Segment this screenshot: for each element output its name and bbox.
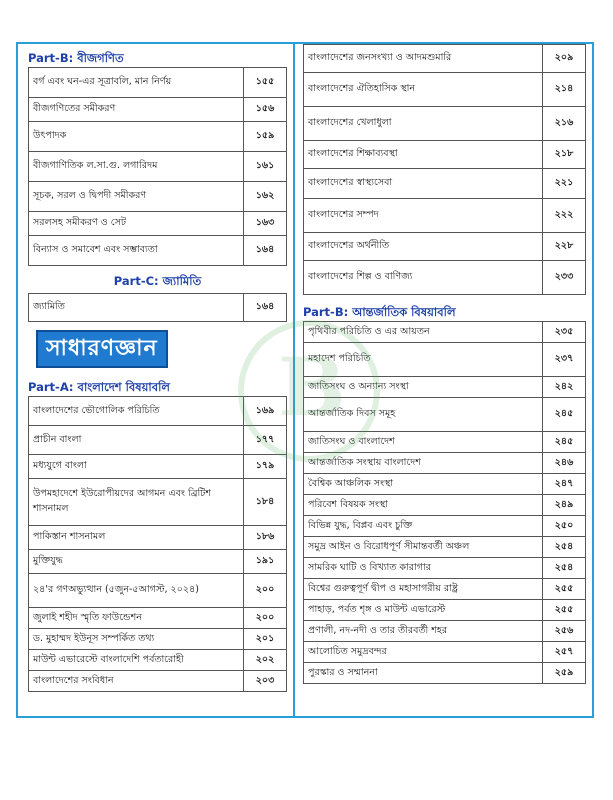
toc-entry-page: ১৬৯ — [244, 397, 287, 426]
toc-entry-title: পাহাড়, পর্বত শৃঙ্গ ও মাউন্ট এভারেস্ট — [304, 600, 543, 621]
toc-entry-title: বাংলাদেশের সংবিধান — [29, 671, 244, 692]
toc-row — [304, 579, 586, 600]
toc-entry-title: বর্গ এবং ঘন-এর সূত্রাবলি, মান নির্ণয় — [29, 68, 244, 98]
toc-entry-title: বাংলাদেশের সম্পদ — [304, 199, 543, 233]
toc-row — [304, 233, 586, 261]
toc-entry-title: বীজগণিতের সমীকরণ — [29, 98, 244, 122]
toc-entry-page: ২২১ — [543, 169, 586, 199]
toc-row — [29, 550, 287, 574]
toc-row — [304, 621, 586, 642]
toc-row — [29, 152, 287, 182]
toc-entry-title: সমুদ্র আইন ও বিরোধপূর্ণ সীমান্তবর্তী অঞ্চল — [304, 537, 543, 558]
toc-row — [29, 98, 287, 122]
toc-entry-page: ২৫৫ — [543, 600, 586, 621]
toc-entry-page: ২২৮ — [543, 233, 586, 261]
toc-entry-title: বাংলাদেশের ভৌগোলিক পরিচিতি — [29, 397, 244, 426]
toc-row — [304, 45, 586, 73]
toc-entry-page: ১৬২ — [244, 182, 287, 212]
general-knowledge-banner: সাধারণজ্ঞান — [36, 330, 168, 368]
toc-entry-title: পরিবেশ বিষয়ক সংস্থা — [304, 495, 543, 516]
toc-row — [304, 261, 586, 295]
toc-entry-title: পাকিস্তান শাসনামল — [29, 526, 244, 550]
toc-entry-title: বাংলাদেশের স্বাস্থ্যসেবা — [304, 169, 543, 199]
toc-row — [29, 68, 287, 98]
toc-entry-title: পৃথিবীর পরিচিতি ও এর আয়তন — [304, 322, 543, 343]
toc-entry-page: ২৫০ — [543, 516, 586, 537]
toc-entry-page: ২২২ — [543, 199, 586, 233]
toc-entry-title: প্রাচীন বাংলা — [29, 426, 244, 455]
toc-entry-title: মাউন্ট এভারেস্টে বাংলাদেশি পর্বতারোহী — [29, 650, 244, 671]
toc-entry-title: মহাদেশ পরিচিতি — [304, 343, 543, 377]
toc-entry-title: সূচক, সরল ও দ্বিপদী সমীকরণ — [29, 182, 244, 212]
toc-entry-page: ১৮৪ — [244, 479, 287, 526]
toc-entry-page: ২৫৭ — [543, 642, 586, 663]
toc-entry-page: ২০০ — [244, 608, 287, 629]
toc-row — [304, 453, 586, 474]
toc-entry-page: ২৩৫ — [543, 322, 586, 343]
right-column — [293, 44, 592, 716]
toc-row — [304, 432, 586, 453]
toc-entry-page: ২৪৯ — [543, 495, 586, 516]
toc-entry-page: ২০১ — [244, 629, 287, 650]
section-heading-international: Part-B: আন্তর্জাতিক বিষয়াবলি — [303, 305, 456, 319]
toc-row — [29, 122, 287, 152]
international-table — [303, 321, 586, 684]
toc-entry-title: জাতিসংঘ ও অন্যান্য সংস্থা — [304, 377, 543, 398]
toc-entry-title: সরলসহ সমীকরণ ও সেট — [29, 212, 244, 236]
toc-entry-page: ১৬১ — [244, 152, 287, 182]
toc-entry-title: সামরিক ঘাটি ও বিখ্যাত কারাগার — [304, 558, 543, 579]
bangladesh-continued-table — [303, 44, 586, 295]
toc-row — [304, 663, 586, 684]
toc-entry-title: বাংলাদেশের জনসংখ্যা ও আদমশুমারি — [304, 45, 543, 73]
toc-row — [29, 294, 287, 322]
toc-entry-title: উপমহাদেশে ইউরোপীয়দের আগমন এবং ব্রিটিশ শাসনামল — [29, 479, 244, 526]
toc-entry-page: ১৬৪ — [244, 294, 287, 322]
toc-entry-title: মুক্তিযুদ্ধ — [29, 550, 244, 574]
toc-row — [29, 671, 287, 692]
toc-entry-title: জুলাই শহীদ স্মৃতি ফাউন্ডেশন — [29, 608, 244, 629]
toc-entry-title: বিভিন্ন যুদ্ধ, বিপ্লব এবং চুক্তি — [304, 516, 543, 537]
toc-row — [29, 455, 287, 479]
toc-entry-page: ২৪৭ — [543, 474, 586, 495]
toc-entry-page: ২৪৫ — [543, 432, 586, 453]
toc-entry-page: ১৮৬ — [244, 526, 287, 550]
toc-row — [29, 629, 287, 650]
toc-entry-title: বাংলাদেশের খেলাধুলা — [304, 107, 543, 141]
toc-entry-title: জাতিসংঘ ও বাংলাদেশ — [304, 432, 543, 453]
toc-row — [29, 574, 287, 608]
toc-row — [29, 479, 287, 526]
toc-entry-page: ১৫৯ — [244, 122, 287, 152]
toc-row — [304, 141, 586, 169]
toc-entry-title: মধ্যযুগে বাংলা — [29, 455, 244, 479]
toc-entry-page: ২০০ — [244, 574, 287, 608]
toc-row — [304, 199, 586, 233]
toc-row — [29, 526, 287, 550]
toc-entry-title: ২৪'র গণঅভ্যুত্থান (৫জুন-৫আগস্ট, ২০২৪) — [29, 574, 244, 608]
toc-entry-page: ১৬৪ — [244, 236, 287, 266]
toc-entry-page: ১৬৩ — [244, 212, 287, 236]
section-heading-bangladesh: Part-A: বাংলাদেশ বিষয়াবলি — [28, 380, 170, 394]
toc-entry-title: বিশ্বের গুরুত্বপূর্ণ দ্বীপ ও মহাসাগরীয় রাষ্ট্র — [304, 579, 543, 600]
toc-entry-page: ২৪২ — [543, 377, 586, 398]
toc-entry-title: বিন্যাস ও সমাবেশ এবং সম্ভাব্যতা — [29, 236, 244, 266]
toc-row — [29, 212, 287, 236]
toc-row — [29, 182, 287, 212]
toc-entry-title: পুরস্কার ও সম্মাননা — [304, 663, 543, 684]
toc-row — [29, 608, 287, 629]
toc-entry-title: জ্যামিতি — [29, 294, 244, 322]
section-heading-geometry: Part-C: জ্যামিতি — [113, 274, 202, 288]
toc-entry-page: ২৫৬ — [543, 621, 586, 642]
toc-row — [304, 558, 586, 579]
toc-entry-title: আন্তর্জাতিক দিবস সমূহ — [304, 398, 543, 432]
toc-entry-page: ২৫৪ — [543, 558, 586, 579]
toc-entry-page: ২১৮ — [543, 141, 586, 169]
toc-entry-title: বৈশ্বিক আঞ্চলিক সংস্থা — [304, 474, 543, 495]
algebra-table — [28, 67, 287, 266]
toc-row — [304, 107, 586, 141]
toc-entry-page: ২৩৩ — [543, 261, 586, 295]
toc-row — [304, 537, 586, 558]
toc-entry-title: উৎপাদক — [29, 122, 244, 152]
section-heading-algebra: Part-B: বীজগণিত — [28, 51, 124, 65]
toc-entry-title: ড. মুহাম্মদ ইউনূস সম্পর্কিত তথ্য — [29, 629, 244, 650]
toc-entry-page: ২৪৬ — [543, 453, 586, 474]
toc-entry-page: ২১৬ — [543, 107, 586, 141]
toc-entry-title: বীজগাণিতিক ল.সা.গু. লগারিদম — [29, 152, 244, 182]
toc-entry-page: ১৭৯ — [244, 455, 287, 479]
toc-row — [304, 516, 586, 537]
toc-row — [304, 322, 586, 343]
toc-entry-page: ২০৯ — [543, 45, 586, 73]
toc-row — [304, 343, 586, 377]
toc-entry-title: আলোচিত সমুদ্রবন্দর — [304, 642, 543, 663]
toc-row — [304, 73, 586, 107]
toc-entry-page: ১৯১ — [244, 550, 287, 574]
toc-entry-page: ২০৩ — [244, 671, 287, 692]
bangladesh-table — [28, 396, 287, 692]
toc-row — [29, 397, 287, 426]
toc-entry-page: ২৪৫ — [543, 398, 586, 432]
toc-row — [304, 642, 586, 663]
toc-row — [29, 426, 287, 455]
geometry-table — [28, 293, 287, 322]
toc-entry-page: ১৫৬ — [244, 98, 287, 122]
left-column — [18, 44, 293, 716]
toc-row — [29, 236, 287, 266]
toc-entry-page: ২১৪ — [543, 73, 586, 107]
toc-row — [304, 495, 586, 516]
toc-row — [304, 398, 586, 432]
toc-entry-page: ১৭৭ — [244, 426, 287, 455]
toc-entry-title: আন্তর্জাতিক সংস্থায় বাংলাদেশ — [304, 453, 543, 474]
toc-entry-page: ২০২ — [244, 650, 287, 671]
toc-entry-title: বাংলাদেশের শিল্প ও বাণিজ্য — [304, 261, 543, 295]
toc-row — [304, 600, 586, 621]
toc-entry-title: বাংলাদেশের শিক্ষাব্যবস্থা — [304, 141, 543, 169]
toc-frame — [16, 42, 594, 718]
toc-entry-title: বাংলাদেশের ঐতিহাসিক স্থান — [304, 73, 543, 107]
toc-row — [304, 169, 586, 199]
toc-entry-title: বাংলাদেশের অর্থনীতি — [304, 233, 543, 261]
toc-entry-title: প্রণালী, নদ-নদী ও তার তীরবর্তী শহর — [304, 621, 543, 642]
toc-row — [304, 474, 586, 495]
toc-row — [29, 650, 287, 671]
toc-entry-page: ২৫৯ — [543, 663, 586, 684]
toc-entry-page: ২৫৫ — [543, 579, 586, 600]
toc-entry-page: ২৩৭ — [543, 343, 586, 377]
toc-row — [304, 377, 586, 398]
toc-entry-page: ২৫৪ — [543, 537, 586, 558]
toc-entry-page: ১৫৫ — [244, 68, 287, 98]
